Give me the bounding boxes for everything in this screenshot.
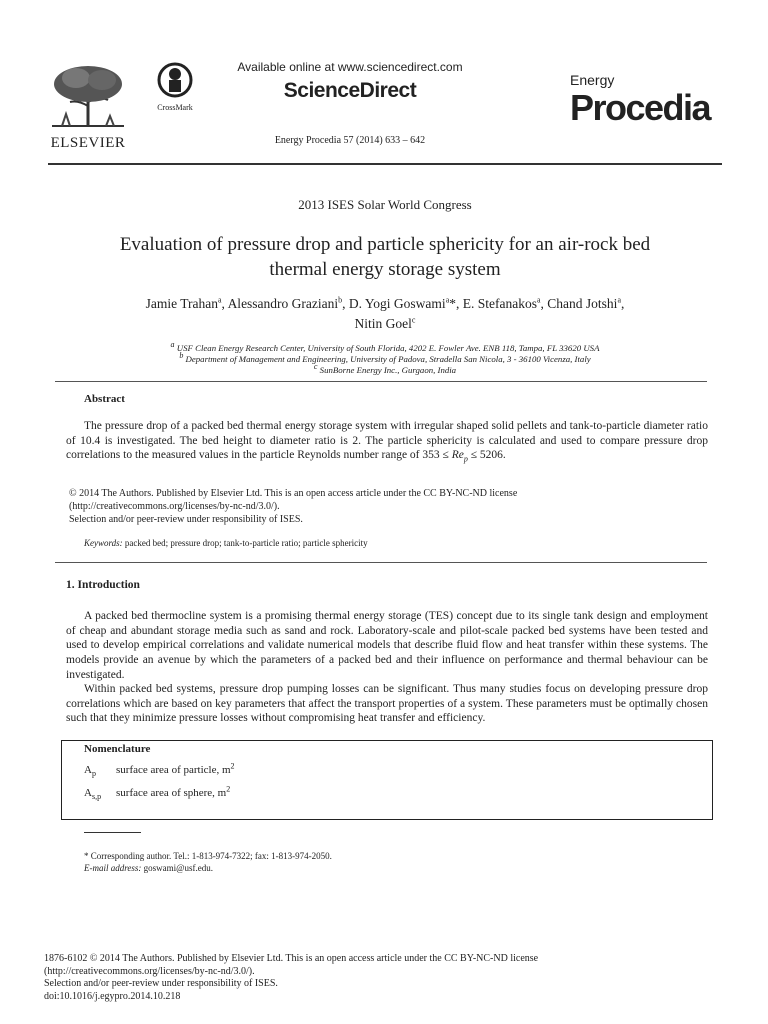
title-line-1: Evaluation of pressure drop and particle sphericity for an air-rock bed	[119, 234, 651, 255]
journal-name-small: Energy	[570, 72, 615, 88]
keywords-list: packed bed; pressure drop; tank-to-particle ratio; particle sphericity	[122, 538, 368, 548]
intro-paragraph-2: Within packed bed systems, pressure drop pumping losses can be significant. Thus many studies focus on developing pressure drop correlations which are based on key parameters that affect the transport properties of a system. These parameters must be optimally chosen such that they minimize pressure losses without compromising heat transfer and efficiency.	[66, 683, 708, 725]
footer-license-link[interactable]: (http://creativecommons.org/licenses/by-nc-nd/3.0/).	[44, 965, 255, 977]
journal-name-large: Procedia	[570, 87, 711, 128]
footnote	[84, 850, 332, 874]
section-heading-introduction: 1. Introduction	[66, 579, 140, 591]
sciencedirect-logo: ScienceDirect	[283, 79, 417, 102]
affiliation-b: $^b$ Department of Management and Engineering, University of Padova, Stradella San Nicola, 3 - 36100 Vicenza, Italy	[179, 351, 591, 364]
keywords-label: Keywords:	[84, 538, 123, 548]
author[interactable]: E. Stefanakos$^a$,	[462, 295, 548, 311]
abstract-heading: Abstract	[84, 393, 125, 405]
elsevier-logo	[48, 62, 128, 151]
footer-license: 1876-6102 © 2014 The Authors. Published by Elsevier Ltd. This is an open access article under the CC BY-NC-ND license	[44, 953, 539, 964]
peer-review-line: Selection and/or peer-review under responsibility of ISES.	[69, 514, 303, 525]
elsevier-tree-icon	[48, 62, 128, 128]
author-list	[48, 294, 722, 334]
footer-peer-review: Selection and/or peer-review under responsibility of ISES.	[44, 978, 278, 990]
author-corresponding[interactable]: D. Yogi Goswami$^a$*,	[348, 295, 463, 311]
keywords	[84, 538, 368, 548]
journal-citation: Energy Procedia 57 (2014) 633 – 642	[274, 135, 426, 146]
nomenclature-item: $A_p$ surface area of particle, $m^2$	[84, 761, 235, 779]
email-line: E-mail address: goswami@usf.edu.	[84, 863, 213, 873]
nomenclature-box	[61, 740, 713, 820]
crossmark-badge[interactable]	[152, 62, 198, 112]
footnote-rule	[84, 832, 141, 833]
abstract-rule-top	[55, 381, 707, 382]
author[interactable]: Nitin Goel$^c$	[354, 315, 416, 331]
license-link[interactable]: (http://creativecommons.org/licenses/by-nc-nd/3.0/).	[69, 501, 280, 512]
conference-name: 2013 ISES Solar World Congress	[298, 197, 472, 212]
page-footer	[44, 953, 704, 1003]
abstract-rule-bottom	[55, 562, 707, 563]
email-link[interactable]: goswami@usf.edu.	[141, 863, 213, 873]
header-rule	[48, 163, 722, 165]
intro-paragraph-1: A packed bed thermocline system is a promising thermal energy storage (TES) concept due to its single tank design and employment of cheap and abundant storage media such as sand and rock. Laboratory-scale and pilot-scale packed bed systems have been tested and used to develop empirical correlations and validate numerical models that describe fluid flow and heat transfer within these systems. The models provide an avenue by which the parameters of a packed bed and their influence on performance and thermal behaviour can be investigated.	[66, 610, 708, 681]
nomenclature-item: $A_{s,p}$ surface area of sphere, $m^2$	[84, 784, 231, 802]
license-block	[69, 487, 689, 526]
author[interactable]: Chand Jotshi$^a$,	[547, 295, 625, 311]
author-line-1	[48, 294, 722, 314]
author[interactable]: Jamie Trahan$^a$,	[145, 295, 228, 311]
paper-title	[48, 232, 722, 282]
crossmark-label: CrossMark	[157, 103, 193, 112]
license-line: © 2014 The Authors. Published by Elsevier Ltd. This is an open access article under the CC BY-NC-ND license	[69, 488, 518, 499]
affiliation-c: $^c$ SunBorne Energy Inc., Gurgaon, India	[313, 362, 457, 375]
energy-procedia-logo	[570, 72, 730, 128]
corresponding-author: * Corresponding author. Tel.: 1-813-974-7322; fax: 1-813-974-2050.	[84, 851, 332, 861]
affiliations	[48, 340, 722, 376]
publisher-name: ELSEVIER	[50, 135, 126, 151]
nomenclature-heading: Nomenclature	[84, 743, 151, 755]
affiliation-a: $^a$ USF Clean Energy Research Center, University of South Florida, 4202 E. Fowler Ave. ENB 118, Tampa, FL 33620 USA	[170, 340, 600, 353]
abstract-text: The pressure drop of a packed bed thermal energy storage system with irregular shaped solid pellets and tank-to-particle diameter ratio of 10.4 is investigated. The bed height to diameter ratio is 2. The particle sphericity is calculated and used to compare pressure drop correlations to the measured values in the particle Reynolds number range of $353 \le Re_p \le 5206$.	[66, 420, 708, 464]
crossmark-icon	[157, 62, 193, 98]
available-online: Available online at www.sciencedirect.com	[237, 60, 463, 74]
title-line-2: thermal energy storage system	[269, 259, 501, 280]
author[interactable]: Alessandro Graziani$^b$,	[227, 295, 349, 311]
author-line-2	[48, 314, 722, 334]
doi[interactable]: doi:10.1016/j.egypro.2014.10.218	[44, 990, 181, 1002]
